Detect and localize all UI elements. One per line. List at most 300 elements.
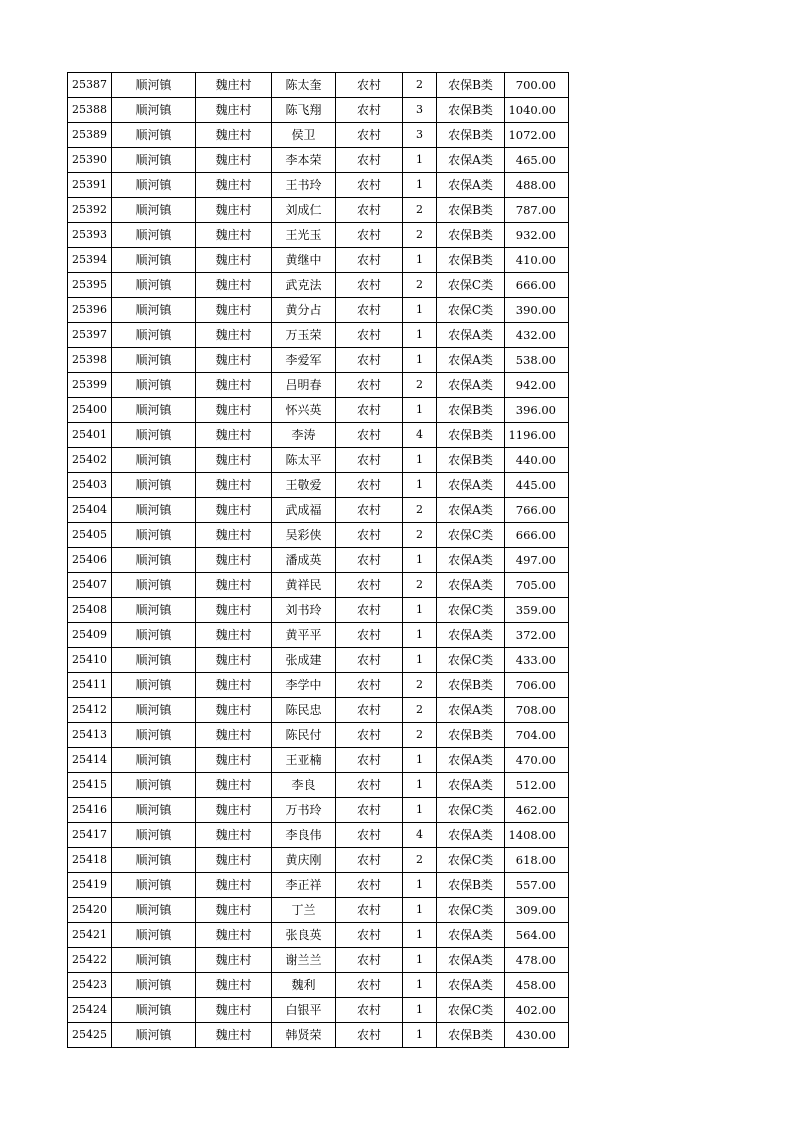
village-cell: 魏庄村 bbox=[196, 148, 272, 173]
member-count-cell: 1 bbox=[403, 998, 437, 1023]
household-type-cell: 农村 bbox=[336, 298, 403, 323]
amount-cell: 465.00 bbox=[505, 148, 569, 173]
person-name-cell: 万书玲 bbox=[272, 798, 336, 823]
household-type-cell: 农村 bbox=[336, 223, 403, 248]
town-cell: 顺河镇 bbox=[112, 623, 196, 648]
town-cell: 顺河镇 bbox=[112, 348, 196, 373]
member-count-cell: 2 bbox=[403, 223, 437, 248]
household-type-cell: 农村 bbox=[336, 573, 403, 598]
person-name-cell: 王书玲 bbox=[272, 173, 336, 198]
person-name-cell: 陈民忠 bbox=[272, 698, 336, 723]
person-name-cell: 李爱军 bbox=[272, 348, 336, 373]
person-name-cell: 王亚楠 bbox=[272, 748, 336, 773]
person-name-cell: 怀兴英 bbox=[272, 398, 336, 423]
person-name-cell: 潘成英 bbox=[272, 548, 336, 573]
insurance-category-cell: 农保A类 bbox=[437, 623, 505, 648]
person-name-cell: 陈太奎 bbox=[272, 73, 336, 98]
insurance-category-cell: 农保C类 bbox=[437, 898, 505, 923]
member-count-cell: 4 bbox=[403, 823, 437, 848]
record-id-cell: 25419 bbox=[68, 873, 112, 898]
record-id-cell: 25414 bbox=[68, 748, 112, 773]
village-cell: 魏庄村 bbox=[196, 98, 272, 123]
amount-cell: 445.00 bbox=[505, 473, 569, 498]
household-type-cell: 农村 bbox=[336, 148, 403, 173]
town-cell: 顺河镇 bbox=[112, 823, 196, 848]
town-cell: 顺河镇 bbox=[112, 548, 196, 573]
household-type-cell: 农村 bbox=[336, 823, 403, 848]
insurance-category-cell: 农保A类 bbox=[437, 698, 505, 723]
member-count-cell: 3 bbox=[403, 123, 437, 148]
household-type-cell: 农村 bbox=[336, 123, 403, 148]
town-cell: 顺河镇 bbox=[112, 198, 196, 223]
town-cell: 顺河镇 bbox=[112, 673, 196, 698]
amount-cell: 1040.00 bbox=[505, 98, 569, 123]
member-count-cell: 2 bbox=[403, 523, 437, 548]
household-type-cell: 农村 bbox=[336, 98, 403, 123]
record-id-cell: 25416 bbox=[68, 798, 112, 823]
town-cell: 顺河镇 bbox=[112, 223, 196, 248]
household-type-cell: 农村 bbox=[336, 898, 403, 923]
insurance-category-cell: 农保B类 bbox=[437, 723, 505, 748]
person-name-cell: 丁兰 bbox=[272, 898, 336, 923]
household-type-cell: 农村 bbox=[336, 1023, 403, 1048]
village-cell: 魏庄村 bbox=[196, 198, 272, 223]
member-count-cell: 1 bbox=[403, 323, 437, 348]
amount-cell: 704.00 bbox=[505, 723, 569, 748]
table-row bbox=[68, 273, 569, 298]
village-cell: 魏庄村 bbox=[196, 1023, 272, 1048]
village-cell: 魏庄村 bbox=[196, 898, 272, 923]
amount-cell: 932.00 bbox=[505, 223, 569, 248]
table-row bbox=[68, 123, 569, 148]
member-count-cell: 1 bbox=[403, 873, 437, 898]
village-cell: 魏庄村 bbox=[196, 648, 272, 673]
household-type-cell: 农村 bbox=[336, 748, 403, 773]
insurance-category-cell: 农保A类 bbox=[437, 173, 505, 198]
record-id-cell: 25401 bbox=[68, 423, 112, 448]
person-name-cell: 黄平平 bbox=[272, 623, 336, 648]
amount-cell: 708.00 bbox=[505, 698, 569, 723]
household-type-cell: 农村 bbox=[336, 673, 403, 698]
person-name-cell: 陈飞翔 bbox=[272, 98, 336, 123]
person-name-cell: 黄分占 bbox=[272, 298, 336, 323]
town-cell: 顺河镇 bbox=[112, 448, 196, 473]
amount-cell: 705.00 bbox=[505, 573, 569, 598]
amount-cell: 666.00 bbox=[505, 523, 569, 548]
amount-cell: 497.00 bbox=[505, 548, 569, 573]
household-type-cell: 农村 bbox=[336, 648, 403, 673]
member-count-cell: 2 bbox=[403, 848, 437, 873]
insurance-category-cell: 农保C类 bbox=[437, 298, 505, 323]
amount-cell: 402.00 bbox=[505, 998, 569, 1023]
record-id-cell: 25407 bbox=[68, 573, 112, 598]
town-cell: 顺河镇 bbox=[112, 373, 196, 398]
amount-cell: 430.00 bbox=[505, 1023, 569, 1048]
amount-cell: 666.00 bbox=[505, 273, 569, 298]
table-row bbox=[68, 373, 569, 398]
amount-cell: 396.00 bbox=[505, 398, 569, 423]
person-name-cell: 黄祥民 bbox=[272, 573, 336, 598]
person-name-cell: 魏利 bbox=[272, 973, 336, 998]
village-cell: 魏庄村 bbox=[196, 323, 272, 348]
table-row bbox=[68, 198, 569, 223]
record-id-cell: 25417 bbox=[68, 823, 112, 848]
village-cell: 魏庄村 bbox=[196, 998, 272, 1023]
record-id-cell: 25394 bbox=[68, 248, 112, 273]
amount-cell: 478.00 bbox=[505, 948, 569, 973]
amount-cell: 470.00 bbox=[505, 748, 569, 773]
table-row bbox=[68, 298, 569, 323]
town-cell: 顺河镇 bbox=[112, 898, 196, 923]
town-cell: 顺河镇 bbox=[112, 973, 196, 998]
household-type-cell: 农村 bbox=[336, 423, 403, 448]
town-cell: 顺河镇 bbox=[112, 1023, 196, 1048]
roster-table-body bbox=[68, 73, 569, 1048]
village-cell: 魏庄村 bbox=[196, 673, 272, 698]
insurance-category-cell: 农保B类 bbox=[437, 98, 505, 123]
town-cell: 顺河镇 bbox=[112, 298, 196, 323]
insurance-category-cell: 农保A类 bbox=[437, 473, 505, 498]
household-type-cell: 农村 bbox=[336, 623, 403, 648]
member-count-cell: 1 bbox=[403, 923, 437, 948]
village-cell: 魏庄村 bbox=[196, 173, 272, 198]
table-row bbox=[68, 973, 569, 998]
table-row bbox=[68, 473, 569, 498]
insurance-category-cell: 农保B类 bbox=[437, 123, 505, 148]
insurance-category-cell: 农保A类 bbox=[437, 923, 505, 948]
village-cell: 魏庄村 bbox=[196, 223, 272, 248]
household-type-cell: 农村 bbox=[336, 923, 403, 948]
record-id-cell: 25415 bbox=[68, 773, 112, 798]
town-cell: 顺河镇 bbox=[112, 798, 196, 823]
household-type-cell: 农村 bbox=[336, 73, 403, 98]
household-type-cell: 农村 bbox=[336, 348, 403, 373]
household-type-cell: 农村 bbox=[336, 548, 403, 573]
table-row bbox=[68, 798, 569, 823]
insurance-category-cell: 农保A类 bbox=[437, 548, 505, 573]
amount-cell: 700.00 bbox=[505, 73, 569, 98]
person-name-cell: 白银平 bbox=[272, 998, 336, 1023]
record-id-cell: 25420 bbox=[68, 898, 112, 923]
record-id-cell: 25413 bbox=[68, 723, 112, 748]
record-id-cell: 25398 bbox=[68, 348, 112, 373]
record-id-cell: 25399 bbox=[68, 373, 112, 398]
member-count-cell: 1 bbox=[403, 548, 437, 573]
village-cell: 魏庄村 bbox=[196, 248, 272, 273]
town-cell: 顺河镇 bbox=[112, 848, 196, 873]
member-count-cell: 2 bbox=[403, 498, 437, 523]
table-row bbox=[68, 648, 569, 673]
table-row bbox=[68, 323, 569, 348]
table-row bbox=[68, 448, 569, 473]
table-row bbox=[68, 848, 569, 873]
table-row bbox=[68, 523, 569, 548]
village-cell: 魏庄村 bbox=[196, 698, 272, 723]
person-name-cell: 吴彩侠 bbox=[272, 523, 336, 548]
village-cell: 魏庄村 bbox=[196, 523, 272, 548]
member-count-cell: 1 bbox=[403, 973, 437, 998]
table-row bbox=[68, 573, 569, 598]
member-count-cell: 1 bbox=[403, 648, 437, 673]
town-cell: 顺河镇 bbox=[112, 948, 196, 973]
village-cell: 魏庄村 bbox=[196, 123, 272, 148]
village-cell: 魏庄村 bbox=[196, 973, 272, 998]
insurance-category-cell: 农保B类 bbox=[437, 673, 505, 698]
insurance-category-cell: 农保C类 bbox=[437, 523, 505, 548]
table-row bbox=[68, 173, 569, 198]
amount-cell: 538.00 bbox=[505, 348, 569, 373]
amount-cell: 1072.00 bbox=[505, 123, 569, 148]
insurance-category-cell: 农保A类 bbox=[437, 498, 505, 523]
record-id-cell: 25404 bbox=[68, 498, 112, 523]
village-cell: 魏庄村 bbox=[196, 948, 272, 973]
amount-cell: 512.00 bbox=[505, 773, 569, 798]
amount-cell: 462.00 bbox=[505, 798, 569, 823]
amount-cell: 432.00 bbox=[505, 323, 569, 348]
household-type-cell: 农村 bbox=[336, 323, 403, 348]
village-cell: 魏庄村 bbox=[196, 498, 272, 523]
household-type-cell: 农村 bbox=[336, 973, 403, 998]
village-cell: 魏庄村 bbox=[196, 773, 272, 798]
village-cell: 魏庄村 bbox=[196, 398, 272, 423]
table-row bbox=[68, 423, 569, 448]
table-row bbox=[68, 348, 569, 373]
member-count-cell: 2 bbox=[403, 573, 437, 598]
record-id-cell: 25392 bbox=[68, 198, 112, 223]
person-name-cell: 张成建 bbox=[272, 648, 336, 673]
member-count-cell: 1 bbox=[403, 473, 437, 498]
table-row bbox=[68, 873, 569, 898]
person-name-cell: 黄庆刚 bbox=[272, 848, 336, 873]
table-row bbox=[68, 148, 569, 173]
village-cell: 魏庄村 bbox=[196, 423, 272, 448]
household-type-cell: 农村 bbox=[336, 448, 403, 473]
insurance-category-cell: 农保C类 bbox=[437, 648, 505, 673]
insurance-category-cell: 农保A类 bbox=[437, 973, 505, 998]
household-type-cell: 农村 bbox=[336, 398, 403, 423]
town-cell: 顺河镇 bbox=[112, 148, 196, 173]
table-row bbox=[68, 598, 569, 623]
insurance-category-cell: 农保A类 bbox=[437, 148, 505, 173]
person-name-cell: 王敬爱 bbox=[272, 473, 336, 498]
table-row bbox=[68, 923, 569, 948]
household-type-cell: 农村 bbox=[336, 473, 403, 498]
record-id-cell: 25397 bbox=[68, 323, 112, 348]
village-cell: 魏庄村 bbox=[196, 598, 272, 623]
village-cell: 魏庄村 bbox=[196, 573, 272, 598]
person-name-cell: 黄继中 bbox=[272, 248, 336, 273]
village-cell: 魏庄村 bbox=[196, 623, 272, 648]
amount-cell: 787.00 bbox=[505, 198, 569, 223]
insurance-category-cell: 农保A类 bbox=[437, 573, 505, 598]
amount-cell: 372.00 bbox=[505, 623, 569, 648]
village-cell: 魏庄村 bbox=[196, 348, 272, 373]
table-row bbox=[68, 223, 569, 248]
amount-cell: 390.00 bbox=[505, 298, 569, 323]
record-id-cell: 25389 bbox=[68, 123, 112, 148]
record-id-cell: 25410 bbox=[68, 648, 112, 673]
village-cell: 魏庄村 bbox=[196, 848, 272, 873]
member-count-cell: 1 bbox=[403, 623, 437, 648]
person-name-cell: 吕明春 bbox=[272, 373, 336, 398]
town-cell: 顺河镇 bbox=[112, 73, 196, 98]
insurance-category-cell: 农保B类 bbox=[437, 223, 505, 248]
member-count-cell: 1 bbox=[403, 448, 437, 473]
member-count-cell: 4 bbox=[403, 423, 437, 448]
person-name-cell: 谢兰兰 bbox=[272, 948, 336, 973]
table-row bbox=[68, 948, 569, 973]
amount-cell: 706.00 bbox=[505, 673, 569, 698]
insurance-category-cell: 农保B类 bbox=[437, 873, 505, 898]
household-type-cell: 农村 bbox=[336, 498, 403, 523]
amount-cell: 488.00 bbox=[505, 173, 569, 198]
town-cell: 顺河镇 bbox=[112, 248, 196, 273]
member-count-cell: 3 bbox=[403, 98, 437, 123]
household-type-cell: 农村 bbox=[336, 948, 403, 973]
person-name-cell: 李涛 bbox=[272, 423, 336, 448]
insurance-category-cell: 农保A类 bbox=[437, 348, 505, 373]
village-cell: 魏庄村 bbox=[196, 923, 272, 948]
record-id-cell: 25408 bbox=[68, 598, 112, 623]
insurance-category-cell: 农保C类 bbox=[437, 273, 505, 298]
town-cell: 顺河镇 bbox=[112, 923, 196, 948]
record-id-cell: 25388 bbox=[68, 98, 112, 123]
insurance-category-cell: 农保A类 bbox=[437, 948, 505, 973]
table-row bbox=[68, 823, 569, 848]
amount-cell: 1408.00 bbox=[505, 823, 569, 848]
table-row bbox=[68, 698, 569, 723]
member-count-cell: 1 bbox=[403, 248, 437, 273]
member-count-cell: 1 bbox=[403, 1023, 437, 1048]
village-cell: 魏庄村 bbox=[196, 298, 272, 323]
record-id-cell: 25421 bbox=[68, 923, 112, 948]
table-row bbox=[68, 248, 569, 273]
town-cell: 顺河镇 bbox=[112, 123, 196, 148]
record-id-cell: 25412 bbox=[68, 698, 112, 723]
household-type-cell: 农村 bbox=[336, 773, 403, 798]
household-type-cell: 农村 bbox=[336, 248, 403, 273]
record-id-cell: 25418 bbox=[68, 848, 112, 873]
table-row bbox=[68, 773, 569, 798]
table-row bbox=[68, 98, 569, 123]
member-count-cell: 2 bbox=[403, 698, 437, 723]
town-cell: 顺河镇 bbox=[112, 873, 196, 898]
record-id-cell: 25403 bbox=[68, 473, 112, 498]
person-name-cell: 武成福 bbox=[272, 498, 336, 523]
person-name-cell: 王光玉 bbox=[272, 223, 336, 248]
village-cell: 魏庄村 bbox=[196, 873, 272, 898]
amount-cell: 309.00 bbox=[505, 898, 569, 923]
member-count-cell: 2 bbox=[403, 198, 437, 223]
insurance-category-cell: 农保C类 bbox=[437, 598, 505, 623]
town-cell: 顺河镇 bbox=[112, 173, 196, 198]
person-name-cell: 李良伟 bbox=[272, 823, 336, 848]
record-id-cell: 25409 bbox=[68, 623, 112, 648]
amount-cell: 942.00 bbox=[505, 373, 569, 398]
village-cell: 魏庄村 bbox=[196, 373, 272, 398]
village-cell: 魏庄村 bbox=[196, 473, 272, 498]
household-type-cell: 农村 bbox=[336, 848, 403, 873]
insurance-category-cell: 农保A类 bbox=[437, 373, 505, 398]
member-count-cell: 2 bbox=[403, 673, 437, 698]
person-name-cell: 刘书玲 bbox=[272, 598, 336, 623]
table-row bbox=[68, 623, 569, 648]
record-id-cell: 25406 bbox=[68, 548, 112, 573]
table-row bbox=[68, 673, 569, 698]
record-id-cell: 25425 bbox=[68, 1023, 112, 1048]
town-cell: 顺河镇 bbox=[112, 748, 196, 773]
town-cell: 顺河镇 bbox=[112, 598, 196, 623]
household-type-cell: 农村 bbox=[336, 873, 403, 898]
table-row bbox=[68, 723, 569, 748]
town-cell: 顺河镇 bbox=[112, 273, 196, 298]
village-cell: 魏庄村 bbox=[196, 723, 272, 748]
insurance-category-cell: 农保B类 bbox=[437, 1023, 505, 1048]
town-cell: 顺河镇 bbox=[112, 473, 196, 498]
record-id-cell: 25393 bbox=[68, 223, 112, 248]
member-count-cell: 1 bbox=[403, 748, 437, 773]
household-type-cell: 农村 bbox=[336, 523, 403, 548]
village-cell: 魏庄村 bbox=[196, 273, 272, 298]
household-type-cell: 农村 bbox=[336, 698, 403, 723]
insurance-category-cell: 农保B类 bbox=[437, 248, 505, 273]
record-id-cell: 25411 bbox=[68, 673, 112, 698]
insurance-category-cell: 农保B类 bbox=[437, 448, 505, 473]
person-name-cell: 李学中 bbox=[272, 673, 336, 698]
amount-cell: 618.00 bbox=[505, 848, 569, 873]
member-count-cell: 1 bbox=[403, 298, 437, 323]
person-name-cell: 武克法 bbox=[272, 273, 336, 298]
town-cell: 顺河镇 bbox=[112, 698, 196, 723]
record-id-cell: 25395 bbox=[68, 273, 112, 298]
member-count-cell: 2 bbox=[403, 273, 437, 298]
town-cell: 顺河镇 bbox=[112, 398, 196, 423]
table-row bbox=[68, 998, 569, 1023]
table-row bbox=[68, 498, 569, 523]
town-cell: 顺河镇 bbox=[112, 648, 196, 673]
table-row bbox=[68, 1023, 569, 1048]
insurance-category-cell: 农保B类 bbox=[437, 73, 505, 98]
insurance-category-cell: 农保B类 bbox=[437, 398, 505, 423]
table-row bbox=[68, 548, 569, 573]
record-id-cell: 25405 bbox=[68, 523, 112, 548]
person-name-cell: 李本荣 bbox=[272, 148, 336, 173]
village-cell: 魏庄村 bbox=[196, 448, 272, 473]
village-cell: 魏庄村 bbox=[196, 73, 272, 98]
insurance-category-cell: 农保A类 bbox=[437, 823, 505, 848]
household-type-cell: 农村 bbox=[336, 273, 403, 298]
person-name-cell: 李正祥 bbox=[272, 873, 336, 898]
village-cell: 魏庄村 bbox=[196, 823, 272, 848]
member-count-cell: 1 bbox=[403, 173, 437, 198]
person-name-cell: 陈民付 bbox=[272, 723, 336, 748]
record-id-cell: 25387 bbox=[68, 73, 112, 98]
amount-cell: 433.00 bbox=[505, 648, 569, 673]
village-cell: 魏庄村 bbox=[196, 748, 272, 773]
record-id-cell: 25402 bbox=[68, 448, 112, 473]
household-type-cell: 农村 bbox=[336, 373, 403, 398]
table-row bbox=[68, 73, 569, 98]
town-cell: 顺河镇 bbox=[112, 723, 196, 748]
person-name-cell: 李良 bbox=[272, 773, 336, 798]
village-cell: 魏庄村 bbox=[196, 798, 272, 823]
person-name-cell: 万玉荣 bbox=[272, 323, 336, 348]
town-cell: 顺河镇 bbox=[112, 573, 196, 598]
insurance-category-cell: 农保A类 bbox=[437, 323, 505, 348]
record-id-cell: 25390 bbox=[68, 148, 112, 173]
amount-cell: 410.00 bbox=[505, 248, 569, 273]
town-cell: 顺河镇 bbox=[112, 423, 196, 448]
